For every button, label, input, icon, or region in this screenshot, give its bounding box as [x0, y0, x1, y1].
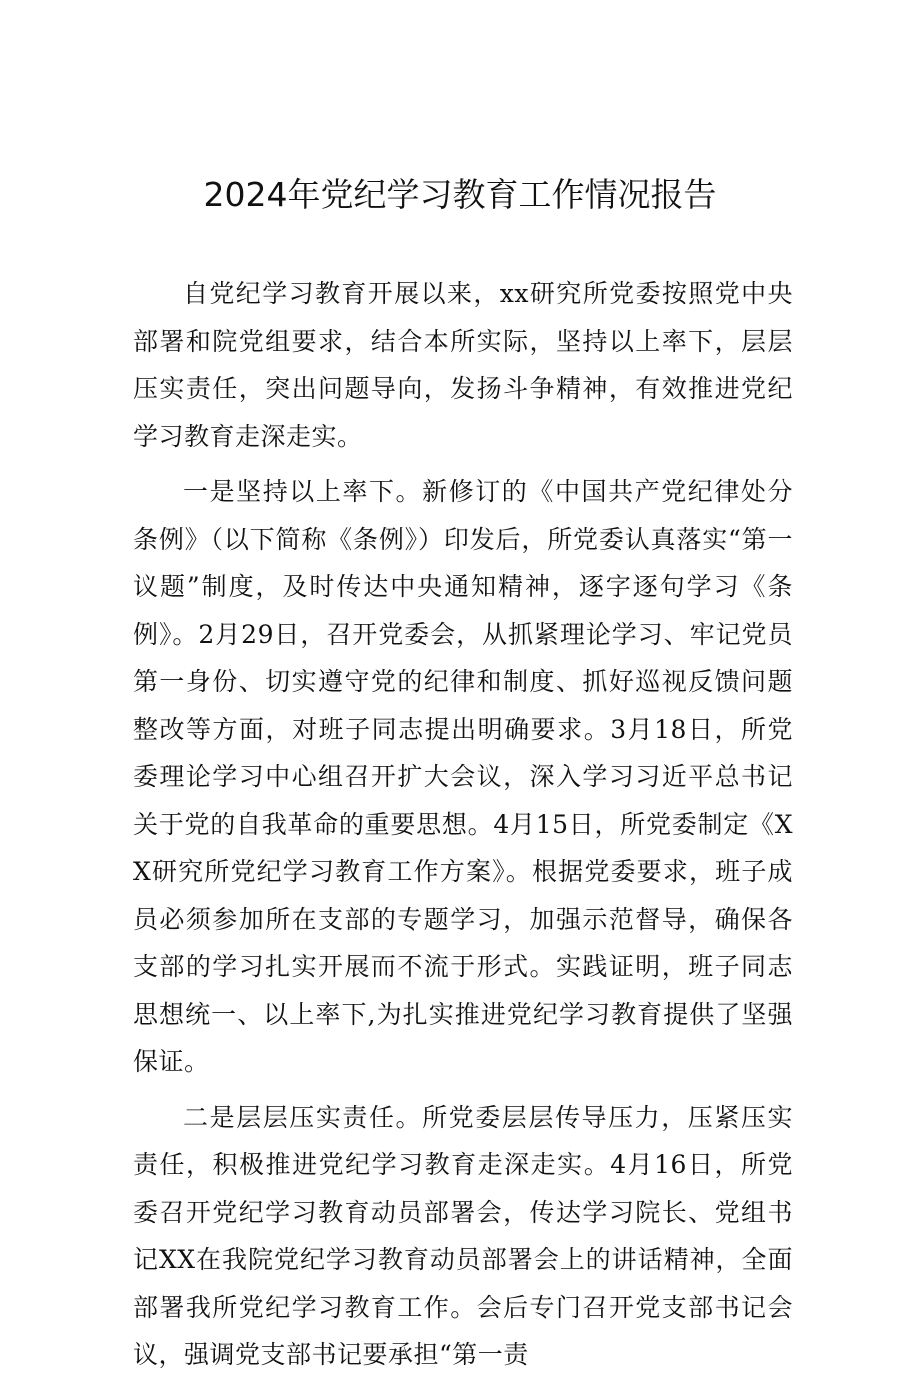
- paragraph-intro: 自党纪学习教育开展以来，xx研究所党委按照党中央部署和院党组要求，结合本所实际，坚持以上率下，层层压实责任，突出问题导向，发扬斗争精神，有效推进党纪学习教育走深走实。: [133, 279, 793, 451]
- paragraph-section-one: 一是坚持以上率下。新修订的《中国共产党纪律处分条例》（以下简称《条例》）印发后，所党委认真落实“第一议题”制度，及时传达中央通知精神，逐字逐句学习《条例》。2月29日，召开党委会，从抓紧理论学习、牢记党员第一身份、切实遵守党的纪律和制度、抓好巡视反馈问题整改等方面，对班子同志提出明确要求。3月18日，所党委理论学习中心组召开扩大会议，深入学习习近平总书记关于党的自我革命的重要思想。4月15日，所党委制定《XX研究所党纪学习教育工作方案》。根据党委要求，班子成员必须参加所在支部的专题学习，加强示范督导，确保各支部的学习扎实开展而不流于形式。实践证明，班子同志思想统一、以上率下,为扎实推进党纪学习教育提供了坚强保证。: [133, 477, 793, 1076]
- paragraph-section-two: 二是层层压实责任。所党委层层传导压力，压紧压实责任，积极推进党纪学习教育走深走实。4月16日，所党委召开党纪学习教育动员部署会，传达学习院长、党组书记XX在我院党纪学习教育动员部署会上的讲话精神，全面部署我所党纪学习教育工作。会后专门召开党支部书记会议，强调党支部书记要承担“第一责: [133, 1102, 793, 1369]
- document-body: [133, 270, 793, 1379]
- document-title: 2024年党纪学习教育工作情况报告: [203, 175, 717, 214]
